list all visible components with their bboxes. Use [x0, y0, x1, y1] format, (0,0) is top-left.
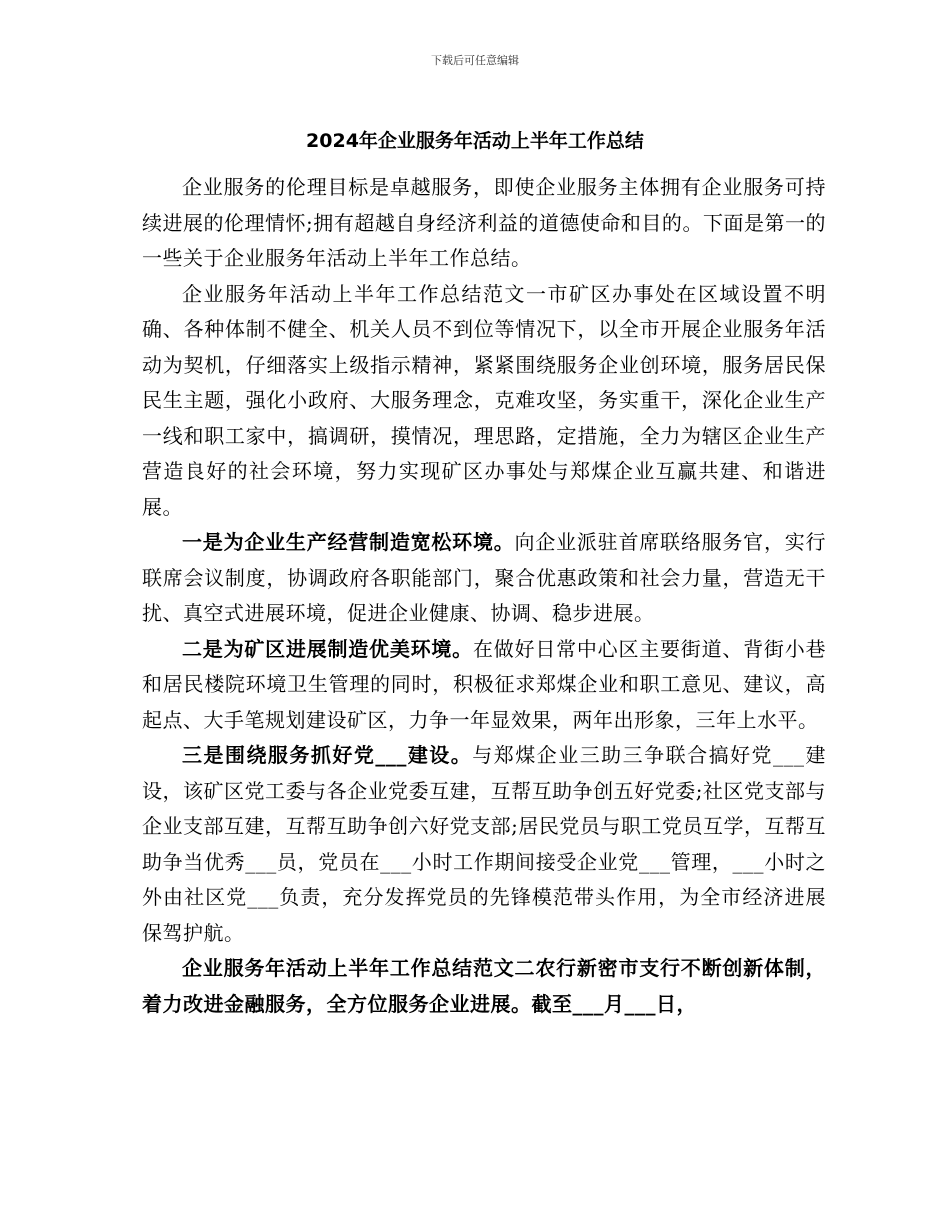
- intro-paragraph: 企业服务的伦理目标是卓越服务，即使企业服务主体拥有企业服务可持续进展的伦理情怀;拥有超越自身经济利益的道德使命和目的。下面是第一的一些关于企业服务年活动上半年工作总结。: [142, 175, 826, 270]
- paragraph-item-one: [142, 525, 826, 632]
- paragraph-sample-one: 企业服务年活动上半年工作总结范文一市矿区办事处在区域设置不明确、各种体制不健全、机关人员不到位等情况下，以全市开展企业服务年活动为契机，仔细落实上级指示精神，紧紧围绕服务企业创环境，服务居民保民生主题，强化小政府、大服务理念，克难攻坚，务实重干，深化企业生产一线和职工家中，搞调研，摸情况，理思路，定措施，全力为辖区企业生产营造良好的社会环境，努力实现矿区办事处与郑煤企业互赢共建、和谐进展。: [142, 281, 826, 519]
- paragraph-sample-two: 企业服务年活动上半年工作总结范文二农行新密市支行不断创新体制，着力改进金融服务，全方位服务企业进展。截至___月___日，: [142, 956, 826, 1016]
- paragraph-item-two: [142, 632, 826, 739]
- item-three-lead: 三是围绕服务抓好党___建设。: [182, 743, 473, 767]
- paragraph-item-three: [142, 738, 826, 951]
- document-title: 2024年企业服务年活动上半年工作总结: [306, 130, 644, 152]
- item-three-text: 与郑煤企业三助三争联合搞好党___建设，该矿区党工委与各企业党委互建，互帮互助争创五好党委;社区党支部与企业支部互建，互帮互助争创六好党支部;居民党员与职工党员互学，互帮互助争当优秀___员，党员在___小时工作期间接受企业党___管理，___小时之外由社区党___负责，充分发挥党员的先锋模范带头作用，为全市经济进展保驾护航。: [142, 743, 827, 945]
- document-body: [142, 170, 826, 1022]
- item-two-lead: 二是为矿区进展制造优美环境。: [182, 636, 473, 661]
- item-one-text: 向企业派驻首席联络服务官，实行联席会议制度，协调政府各职能部门，聚合优惠政策和社会力量，营造无干扰、真空式进展环境，促进企业健康、协调、稳步进展。: [142, 530, 827, 625]
- item-one-lead: 一是为企业生产经营制造宽松环境。: [182, 530, 515, 554]
- item-two-text: 在做好日常中心区主要街道、背街小巷和居民楼院环境卫生管理的同时，积极征求郑煤企业和职工意见、建议，高起点、大手笔规划建设矿区，力争一年显效果，两年出形象，三年上水平。: [142, 636, 827, 732]
- page-header: 下载后可任意编辑: [431, 54, 519, 67]
